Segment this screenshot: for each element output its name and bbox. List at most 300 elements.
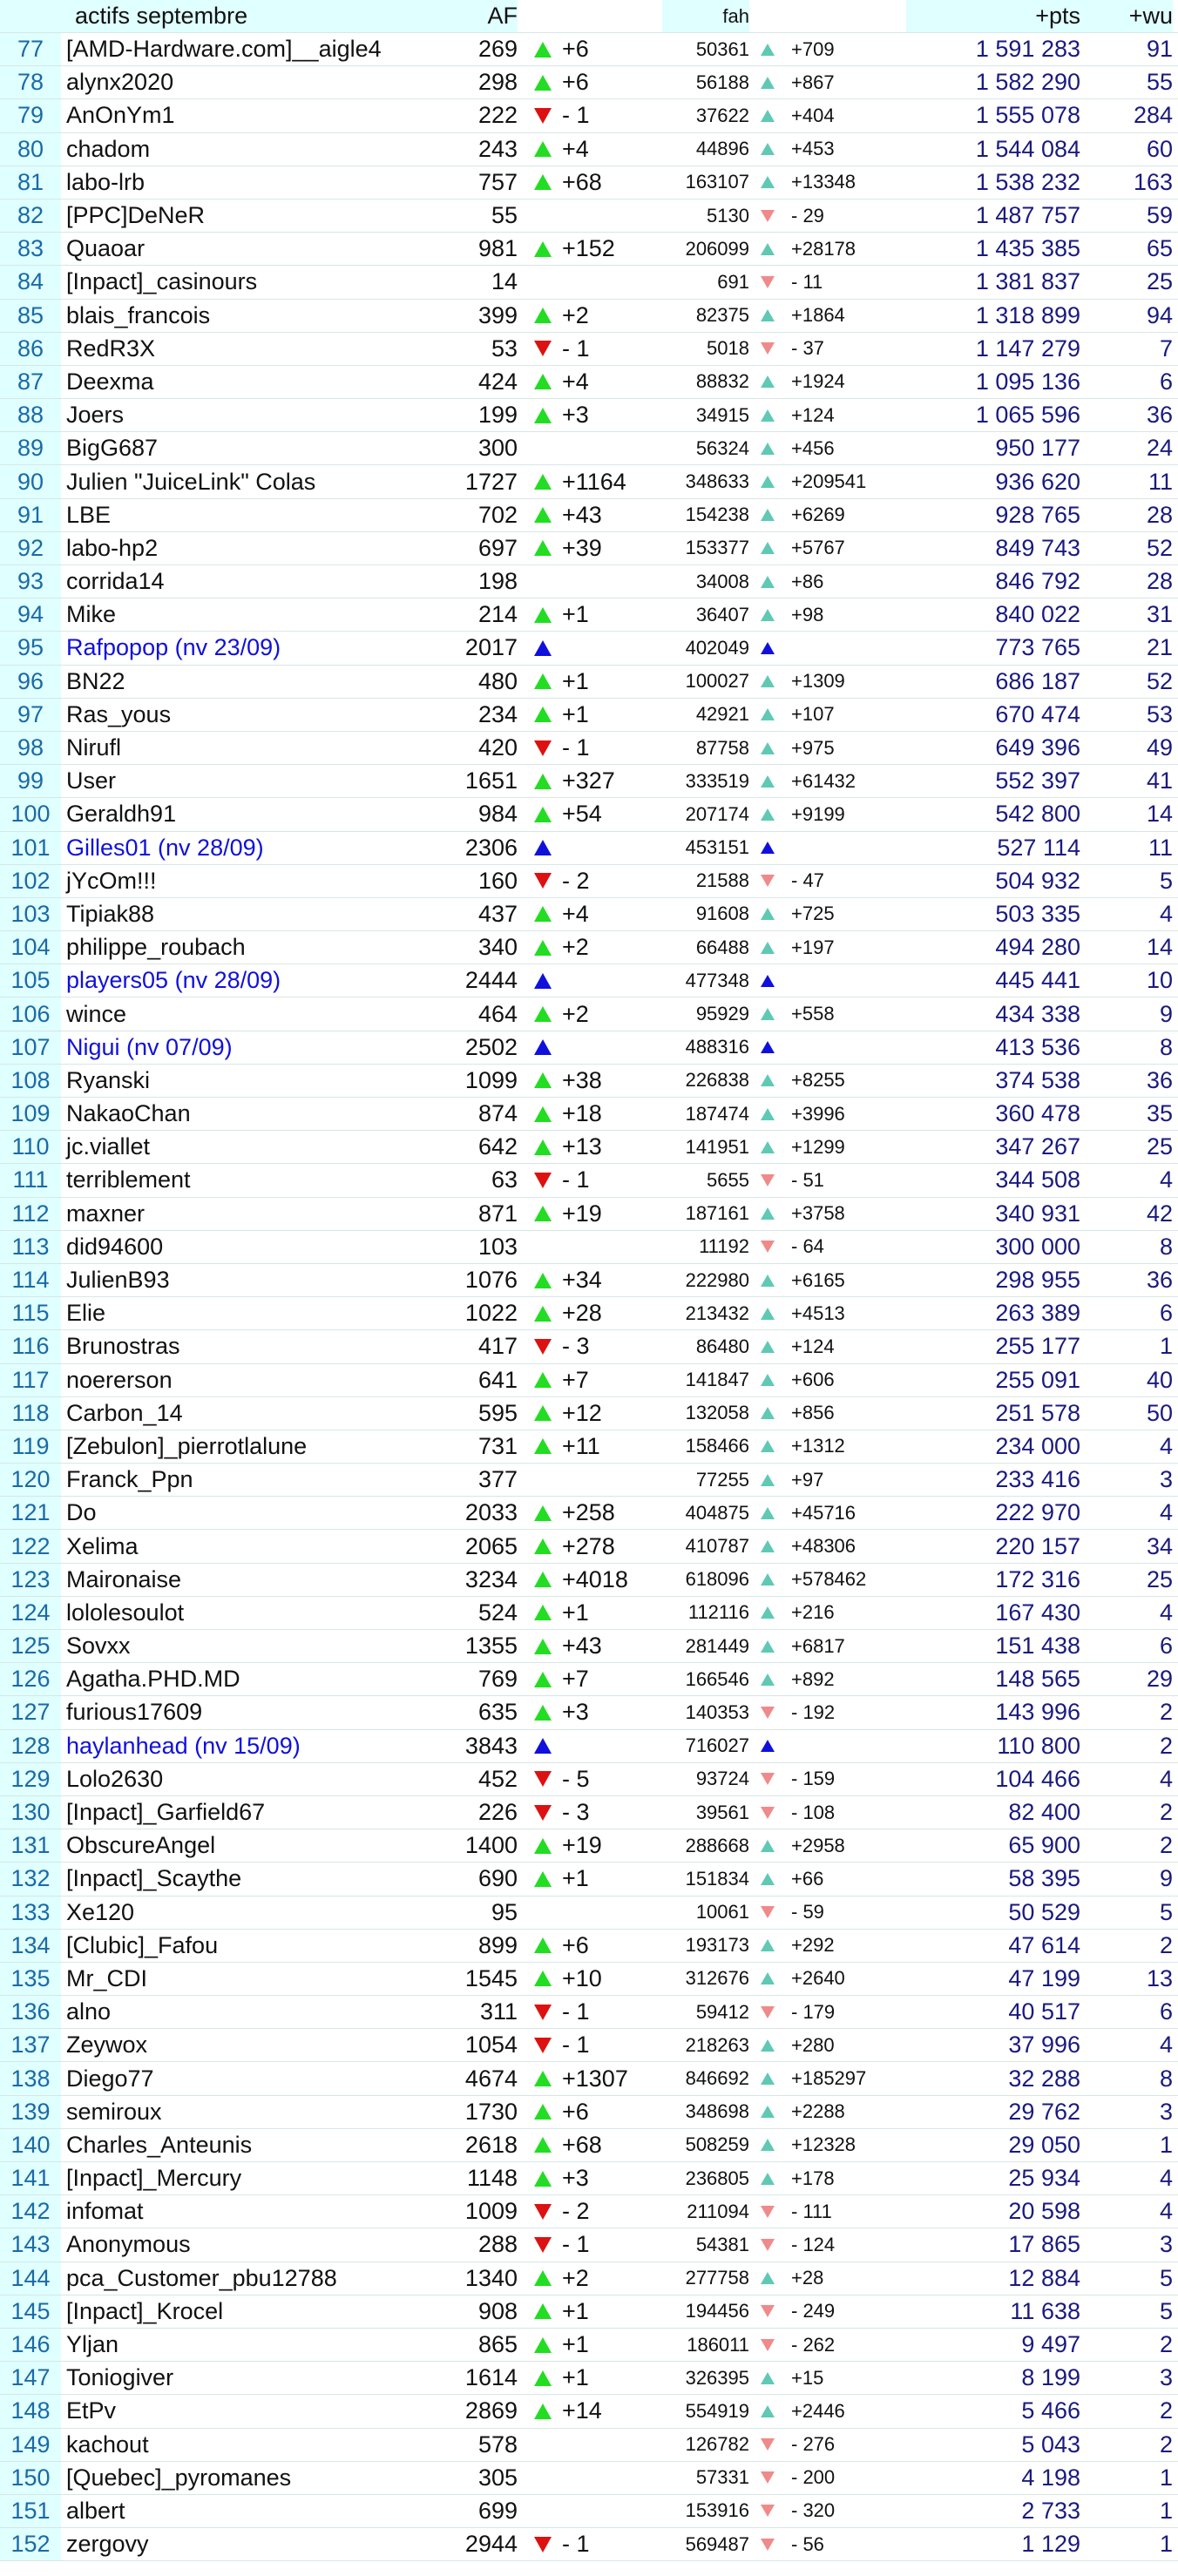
af-trend-cell bbox=[530, 2528, 556, 2560]
fah-delta: +2288 bbox=[791, 2100, 845, 2123]
fah-trend-cell bbox=[755, 1397, 781, 1430]
af-trend-cell bbox=[530, 798, 556, 830]
wu-gain: 14 bbox=[1146, 934, 1173, 961]
fah-delta: +975 bbox=[791, 736, 835, 759]
af-trend-cell bbox=[530, 233, 556, 265]
af-trend-cell bbox=[530, 1796, 556, 1829]
fah-value: 5018 bbox=[707, 337, 749, 360]
member-name: Nirufl bbox=[66, 734, 122, 761]
af-delta: +4 bbox=[562, 135, 589, 162]
member-name: alynx2020 bbox=[66, 69, 174, 96]
af-trend-cell bbox=[530, 1330, 556, 1362]
af-delta: +11 bbox=[562, 1432, 600, 1459]
af-delta: +278 bbox=[562, 1532, 615, 1559]
member-name: haylanhead (nv 15/09) bbox=[66, 1732, 301, 1759]
fah-trend-cell bbox=[755, 1796, 781, 1829]
af-value: 874 bbox=[477, 1100, 518, 1127]
fah-trend-cell bbox=[755, 366, 781, 398]
wu-gain: 2 bbox=[1159, 2397, 1173, 2424]
rank-cell: 128 bbox=[0, 1730, 61, 1762]
af-delta: +4 bbox=[562, 368, 589, 395]
arrow-up-icon bbox=[761, 1341, 775, 1353]
wu-gain: 24 bbox=[1146, 435, 1173, 462]
fah-trend-cell bbox=[755, 465, 781, 497]
af-delta: - 1 bbox=[562, 2032, 590, 2059]
wu-gain: 94 bbox=[1146, 301, 1173, 328]
arrow-up-icon bbox=[761, 642, 775, 654]
table-row bbox=[0, 1829, 1178, 1863]
fah-trend-cell bbox=[755, 2362, 781, 2394]
af-value: 452 bbox=[477, 1765, 518, 1792]
af-trend-cell bbox=[530, 133, 556, 166]
rank-cell: 110 bbox=[0, 1131, 61, 1163]
af-trend-cell bbox=[530, 565, 556, 598]
fah-trend-cell bbox=[755, 266, 781, 298]
af-delta: +3 bbox=[562, 2165, 589, 2192]
fah-delta: +185297 bbox=[791, 2067, 867, 2090]
fah-value: 11192 bbox=[699, 1235, 749, 1258]
af-trend-cell bbox=[530, 1963, 556, 1995]
wu-gain: 6 bbox=[1159, 1633, 1173, 1660]
af-delta: +19 bbox=[562, 1832, 602, 1859]
af-value: 899 bbox=[477, 1931, 518, 1958]
table-row bbox=[0, 300, 1178, 333]
af-value: 635 bbox=[477, 1699, 518, 1726]
af-delta bbox=[562, 632, 658, 664]
arrow-up-icon bbox=[534, 1937, 552, 1953]
wu-gain: 1 bbox=[1159, 2497, 1173, 2524]
points-gain: 773 765 bbox=[995, 634, 1080, 661]
arrow-up-icon bbox=[534, 1538, 552, 1554]
arrow-down-icon bbox=[534, 2204, 552, 2220]
af-trend-cell bbox=[530, 1730, 556, 1762]
wu-gain: 4 bbox=[1159, 1166, 1173, 1193]
fah-value: 410787 bbox=[685, 1535, 749, 1558]
fah-trend-cell bbox=[755, 133, 781, 166]
af-trend-cell bbox=[530, 1930, 556, 1962]
af-value: 2017 bbox=[464, 634, 518, 661]
fah-trend-cell bbox=[755, 2228, 781, 2261]
af-value: 1355 bbox=[464, 1633, 518, 1660]
af-delta: +3 bbox=[562, 1699, 589, 1726]
arrow-up-icon bbox=[761, 1673, 775, 1686]
arrow-up-icon bbox=[761, 908, 775, 920]
fah-value: 91608 bbox=[695, 903, 749, 925]
rank-cell: 104 bbox=[0, 931, 61, 963]
af-delta: +13 bbox=[562, 1133, 602, 1160]
table-row bbox=[0, 2162, 1178, 2195]
arrow-up-icon bbox=[534, 1206, 552, 1221]
rank-cell: 129 bbox=[0, 1763, 61, 1795]
member-name: LBE bbox=[66, 501, 112, 528]
table-row bbox=[0, 2029, 1178, 2062]
wu-gain: 2 bbox=[1159, 1931, 1173, 1958]
rank-cell: 98 bbox=[0, 732, 61, 764]
af-value: 298 bbox=[477, 69, 518, 96]
af-value: 420 bbox=[477, 734, 518, 761]
fah-value: 21588 bbox=[695, 869, 749, 892]
af-value: 198 bbox=[477, 568, 518, 595]
table-row bbox=[0, 1397, 1178, 1430]
rank-cell: 84 bbox=[0, 266, 61, 298]
fah-trend-cell bbox=[755, 798, 781, 830]
rank-cell: 105 bbox=[0, 964, 61, 997]
fah-value: 39561 bbox=[695, 1801, 749, 1823]
rank-cell: 115 bbox=[0, 1297, 61, 1329]
wu-gain: 4 bbox=[1159, 900, 1173, 927]
arrow-up-icon bbox=[761, 1573, 775, 1585]
member-name: blais_francois bbox=[66, 301, 211, 328]
arrow-up-icon bbox=[534, 1572, 552, 1587]
af-value: 53 bbox=[491, 335, 518, 362]
table-row bbox=[0, 632, 1178, 665]
arrow-up-icon bbox=[761, 1407, 775, 1419]
member-name: wince bbox=[66, 1000, 127, 1027]
fah-value: 77255 bbox=[695, 1468, 749, 1491]
points-gain: 494 280 bbox=[995, 934, 1080, 961]
table-row bbox=[0, 765, 1178, 798]
af-trend-cell bbox=[530, 66, 556, 98]
arrow-up-icon bbox=[761, 309, 775, 321]
af-delta: +3 bbox=[562, 402, 589, 429]
wu-gain: 4 bbox=[1159, 2032, 1173, 2059]
arrow-down-icon bbox=[534, 2537, 552, 2552]
arrow-up-icon bbox=[761, 742, 775, 754]
fah-value: 211094 bbox=[687, 2200, 749, 2222]
arrow-up-icon bbox=[534, 474, 552, 490]
arrow-up-icon bbox=[534, 1971, 552, 1986]
wu-gain: 53 bbox=[1146, 700, 1173, 727]
wu-gain: 6 bbox=[1159, 1998, 1173, 2025]
fah-trend-cell bbox=[755, 2329, 781, 2361]
af-delta bbox=[562, 1031, 658, 1064]
fah-value: 277758 bbox=[685, 2267, 749, 2289]
af-trend-cell bbox=[530, 465, 556, 497]
af-value: 524 bbox=[477, 1599, 518, 1626]
af-value: 2033 bbox=[464, 1499, 518, 1526]
fah-value: 153916 bbox=[685, 2499, 749, 2522]
fah-trend-cell bbox=[755, 1564, 781, 1596]
fah-trend-cell bbox=[755, 832, 781, 864]
af-value: 702 bbox=[477, 501, 518, 528]
af-delta: +12 bbox=[562, 1399, 602, 1426]
rank-cell: 87 bbox=[0, 366, 61, 398]
arrow-up-icon bbox=[534, 540, 552, 556]
af-delta: +18 bbox=[562, 1100, 602, 1127]
table-row bbox=[0, 1065, 1178, 1098]
arrow-up-icon bbox=[534, 1106, 552, 1122]
af-delta: +1 bbox=[562, 700, 589, 727]
points-gain: 17 865 bbox=[1008, 2231, 1080, 2258]
rank-cell: 127 bbox=[0, 1696, 61, 1728]
arrow-up-icon bbox=[534, 673, 552, 689]
points-gain: 82 400 bbox=[1008, 1799, 1080, 1826]
wu-gain: 52 bbox=[1146, 667, 1173, 694]
rank-cell: 123 bbox=[0, 1564, 61, 1596]
table-row bbox=[0, 166, 1178, 199]
af-trend-cell bbox=[530, 1164, 556, 1196]
arrow-up-icon bbox=[761, 1041, 775, 1053]
member-name: Mike bbox=[66, 601, 117, 628]
table-row bbox=[0, 798, 1178, 831]
header-af: AF bbox=[471, 0, 518, 32]
af-delta: +2 bbox=[562, 301, 589, 328]
af-delta: +6 bbox=[562, 2098, 589, 2125]
fah-value: 213432 bbox=[685, 1302, 749, 1324]
fah-trend-cell bbox=[755, 1065, 781, 1097]
fah-delta: - 200 bbox=[791, 2466, 836, 2489]
table-row bbox=[0, 732, 1178, 765]
af-delta: +7 bbox=[562, 1366, 589, 1393]
fah-trend-cell bbox=[755, 2129, 781, 2161]
arrow-up-icon bbox=[761, 1008, 775, 1020]
arrow-up-icon bbox=[534, 1438, 552, 1454]
wu-gain: 8 bbox=[1159, 1233, 1173, 1260]
fah-value: 218263 bbox=[685, 2033, 749, 2056]
arrow-up-icon bbox=[761, 143, 775, 155]
fah-value: 59412 bbox=[695, 2000, 749, 2023]
af-delta: +38 bbox=[562, 1066, 602, 1093]
member-name: BigG687 bbox=[66, 435, 159, 462]
points-gain: 552 397 bbox=[995, 767, 1080, 794]
fah-delta: - 320 bbox=[791, 2499, 836, 2522]
member-name: noererson bbox=[66, 1366, 173, 1393]
points-gain: 649 396 bbox=[995, 734, 1080, 761]
fah-trend-cell bbox=[755, 1829, 781, 1862]
points-gain: 4 198 bbox=[1021, 2464, 1080, 2491]
fah-delta: +124 bbox=[791, 1335, 835, 1357]
rank-cell: 118 bbox=[0, 1397, 61, 1430]
fah-trend-cell bbox=[755, 399, 781, 431]
points-gain: 527 114 bbox=[997, 834, 1080, 861]
fah-value: 95929 bbox=[695, 1003, 749, 1025]
arrow-down-icon bbox=[534, 2005, 552, 2020]
af-value: 1545 bbox=[464, 1964, 518, 1991]
af-value: 699 bbox=[477, 2497, 518, 2524]
af-delta: +6 bbox=[562, 69, 589, 96]
af-value: 2618 bbox=[464, 2131, 518, 2158]
arrow-up-icon bbox=[534, 973, 552, 989]
rank-cell: 81 bbox=[0, 166, 61, 199]
wu-gain: 36 bbox=[1146, 1267, 1173, 1294]
fah-trend-cell bbox=[755, 666, 781, 698]
arrow-down-icon bbox=[761, 2006, 775, 2018]
fah-delta: +9199 bbox=[791, 802, 845, 825]
arrow-up-icon bbox=[761, 2072, 775, 2085]
table-row bbox=[0, 1198, 1178, 1231]
af-delta bbox=[562, 432, 658, 464]
fah-value: 618096 bbox=[685, 1568, 749, 1591]
member-name: pca_Customer_pbu12788 bbox=[66, 2264, 337, 2291]
arrow-up-icon bbox=[534, 940, 552, 956]
rank-cell: 78 bbox=[0, 66, 61, 98]
table-row bbox=[0, 2362, 1178, 2395]
af-value: 1727 bbox=[464, 468, 518, 495]
member-name: Diego77 bbox=[66, 2065, 154, 2092]
table-row bbox=[0, 1297, 1178, 1330]
member-name: Rafpopop (nv 23/09) bbox=[66, 634, 281, 661]
fah-delta: - 262 bbox=[791, 2333, 836, 2356]
points-gain: 928 765 bbox=[995, 501, 1080, 528]
fah-delta: +98 bbox=[791, 603, 824, 625]
arrow-down-icon bbox=[761, 2339, 775, 2351]
points-gain: 1 555 078 bbox=[975, 102, 1080, 129]
af-value: 160 bbox=[477, 867, 518, 894]
table-row bbox=[0, 465, 1178, 498]
fah-trend-cell bbox=[755, 2195, 781, 2228]
arrow-up-icon bbox=[761, 1972, 775, 1984]
points-gain: 234 000 bbox=[995, 1432, 1080, 1459]
af-delta bbox=[562, 1730, 658, 1762]
af-trend-cell bbox=[530, 2495, 556, 2527]
arrow-down-icon bbox=[534, 1771, 552, 1787]
fah-value: 56324 bbox=[695, 436, 749, 459]
fah-value: 206099 bbox=[685, 237, 749, 260]
fah-trend-cell bbox=[755, 300, 781, 332]
af-value: 464 bbox=[477, 1000, 518, 1027]
points-gain: 29 050 bbox=[1008, 2131, 1080, 2158]
fah-trend-cell bbox=[755, 2262, 781, 2295]
member-name: Sovxx bbox=[66, 1633, 131, 1660]
member-name: alno bbox=[66, 1998, 112, 2025]
fah-delta: +5767 bbox=[791, 537, 845, 559]
af-value: 2306 bbox=[464, 834, 518, 861]
arrow-up-icon bbox=[761, 1207, 775, 1220]
af-trend-cell bbox=[530, 1630, 556, 1662]
table-row bbox=[0, 199, 1178, 233]
af-trend-cell bbox=[530, 1397, 556, 1430]
fah-delta: +606 bbox=[791, 1369, 835, 1391]
af-trend-cell bbox=[530, 1663, 556, 1695]
points-gain: 936 620 bbox=[995, 468, 1080, 495]
points-gain: 1 147 279 bbox=[975, 335, 1080, 362]
arrow-up-icon bbox=[534, 1672, 552, 1687]
fah-delta: - 192 bbox=[791, 1700, 836, 1723]
table-row bbox=[0, 499, 1178, 532]
af-delta: - 3 bbox=[562, 1799, 590, 1826]
af-trend-cell bbox=[530, 1863, 556, 1895]
arrow-up-icon bbox=[534, 2270, 552, 2286]
wu-gain: 5 bbox=[1159, 867, 1173, 894]
fah-value: 453151 bbox=[685, 836, 749, 859]
rank-cell: 130 bbox=[0, 1796, 61, 1829]
fah-value: 141847 bbox=[685, 1369, 749, 1391]
points-gain: 5 043 bbox=[1021, 2431, 1080, 2458]
table-row bbox=[0, 931, 1178, 964]
table-row bbox=[0, 1430, 1178, 1464]
af-value: 642 bbox=[477, 1133, 518, 1160]
table-row bbox=[0, 1131, 1178, 1164]
points-gain: 25 934 bbox=[1008, 2165, 1080, 2192]
member-name: did94600 bbox=[66, 1233, 164, 1260]
table-row bbox=[0, 898, 1178, 931]
af-trend-cell bbox=[530, 1231, 556, 1263]
af-delta: +152 bbox=[562, 235, 615, 262]
fah-delta: +404 bbox=[791, 104, 835, 126]
rank-cell: 147 bbox=[0, 2362, 61, 2394]
table-row bbox=[0, 33, 1178, 66]
points-gain: 143 996 bbox=[995, 1699, 1080, 1726]
fah-trend-cell bbox=[755, 99, 781, 132]
af-delta: - 1 bbox=[562, 1166, 590, 1193]
fah-value: 140353 bbox=[685, 1700, 749, 1723]
af-value: 417 bbox=[477, 1333, 518, 1360]
fah-delta: +178 bbox=[791, 2167, 835, 2189]
fah-value: 846692 bbox=[685, 2067, 749, 2090]
arrow-down-icon bbox=[761, 342, 775, 355]
table-row bbox=[0, 266, 1178, 299]
arrow-up-icon bbox=[534, 2171, 552, 2187]
arrow-up-icon bbox=[534, 241, 552, 257]
member-name: [Inpact]_Garfield67 bbox=[66, 1799, 266, 1826]
table-row bbox=[0, 1963, 1178, 1996]
wu-gain: 6 bbox=[1159, 1300, 1173, 1327]
wu-gain: 4 bbox=[1159, 1432, 1173, 1459]
fah-delta: +3758 bbox=[791, 1202, 845, 1225]
wu-gain: 49 bbox=[1146, 734, 1173, 761]
rank-cell: 141 bbox=[0, 2162, 61, 2194]
table-row bbox=[0, 1564, 1178, 1597]
points-gain: 65 900 bbox=[1008, 1832, 1080, 1859]
af-trend-cell bbox=[530, 2395, 556, 2427]
points-gain: 233 416 bbox=[995, 1466, 1080, 1493]
af-trend-cell bbox=[530, 2429, 556, 2461]
table-row bbox=[0, 2295, 1178, 2329]
arrow-up-icon bbox=[761, 1606, 775, 1619]
arrow-up-icon bbox=[761, 375, 775, 388]
fah-value: 37622 bbox=[695, 104, 749, 126]
fah-delta: - 11 bbox=[791, 270, 823, 293]
fah-delta: +66 bbox=[791, 1867, 824, 1890]
af-delta: +6 bbox=[562, 1931, 589, 1958]
af-delta: - 1 bbox=[562, 2531, 590, 2558]
af-trend-cell bbox=[530, 1564, 556, 1596]
arrow-down-icon bbox=[761, 276, 775, 288]
table-row bbox=[0, 532, 1178, 565]
rank-cell: 116 bbox=[0, 1330, 61, 1362]
af-delta: +4018 bbox=[562, 1565, 628, 1592]
af-value: 697 bbox=[477, 534, 518, 561]
table-row bbox=[0, 366, 1178, 399]
fah-delta: +28178 bbox=[791, 237, 856, 260]
rank-cell: 122 bbox=[0, 1530, 61, 1562]
fah-trend-cell bbox=[755, 1430, 781, 1463]
fah-trend-cell bbox=[755, 199, 781, 232]
member-name: [Inpact]_Mercury bbox=[66, 2165, 242, 2192]
arrow-up-icon bbox=[761, 243, 775, 255]
wu-gain: 91 bbox=[1146, 36, 1173, 63]
af-trend-cell bbox=[530, 266, 556, 298]
fah-trend-cell bbox=[755, 598, 781, 631]
wu-gain: 2 bbox=[1159, 1832, 1173, 1859]
member-name: Toniogiver bbox=[66, 2364, 174, 2391]
af-value: 95 bbox=[491, 1898, 518, 1925]
wu-gain: 9 bbox=[1159, 1000, 1173, 1027]
member-name: Maironaise bbox=[66, 1565, 182, 1592]
af-trend-cell bbox=[530, 1696, 556, 1728]
wu-gain: 25 bbox=[1146, 1133, 1173, 1160]
wu-gain: 1 bbox=[1159, 2131, 1173, 2158]
fah-trend-cell bbox=[755, 1597, 781, 1629]
af-trend-cell bbox=[530, 2362, 556, 2394]
af-delta: +1307 bbox=[562, 2065, 628, 2092]
fah-trend-cell bbox=[755, 1198, 781, 1230]
fah-value: 112116 bbox=[687, 1601, 749, 1624]
af-value: 226 bbox=[477, 1799, 518, 1826]
af-delta: +4 bbox=[562, 900, 589, 927]
table-row bbox=[0, 66, 1178, 99]
wu-gain: 4 bbox=[1159, 2165, 1173, 2192]
